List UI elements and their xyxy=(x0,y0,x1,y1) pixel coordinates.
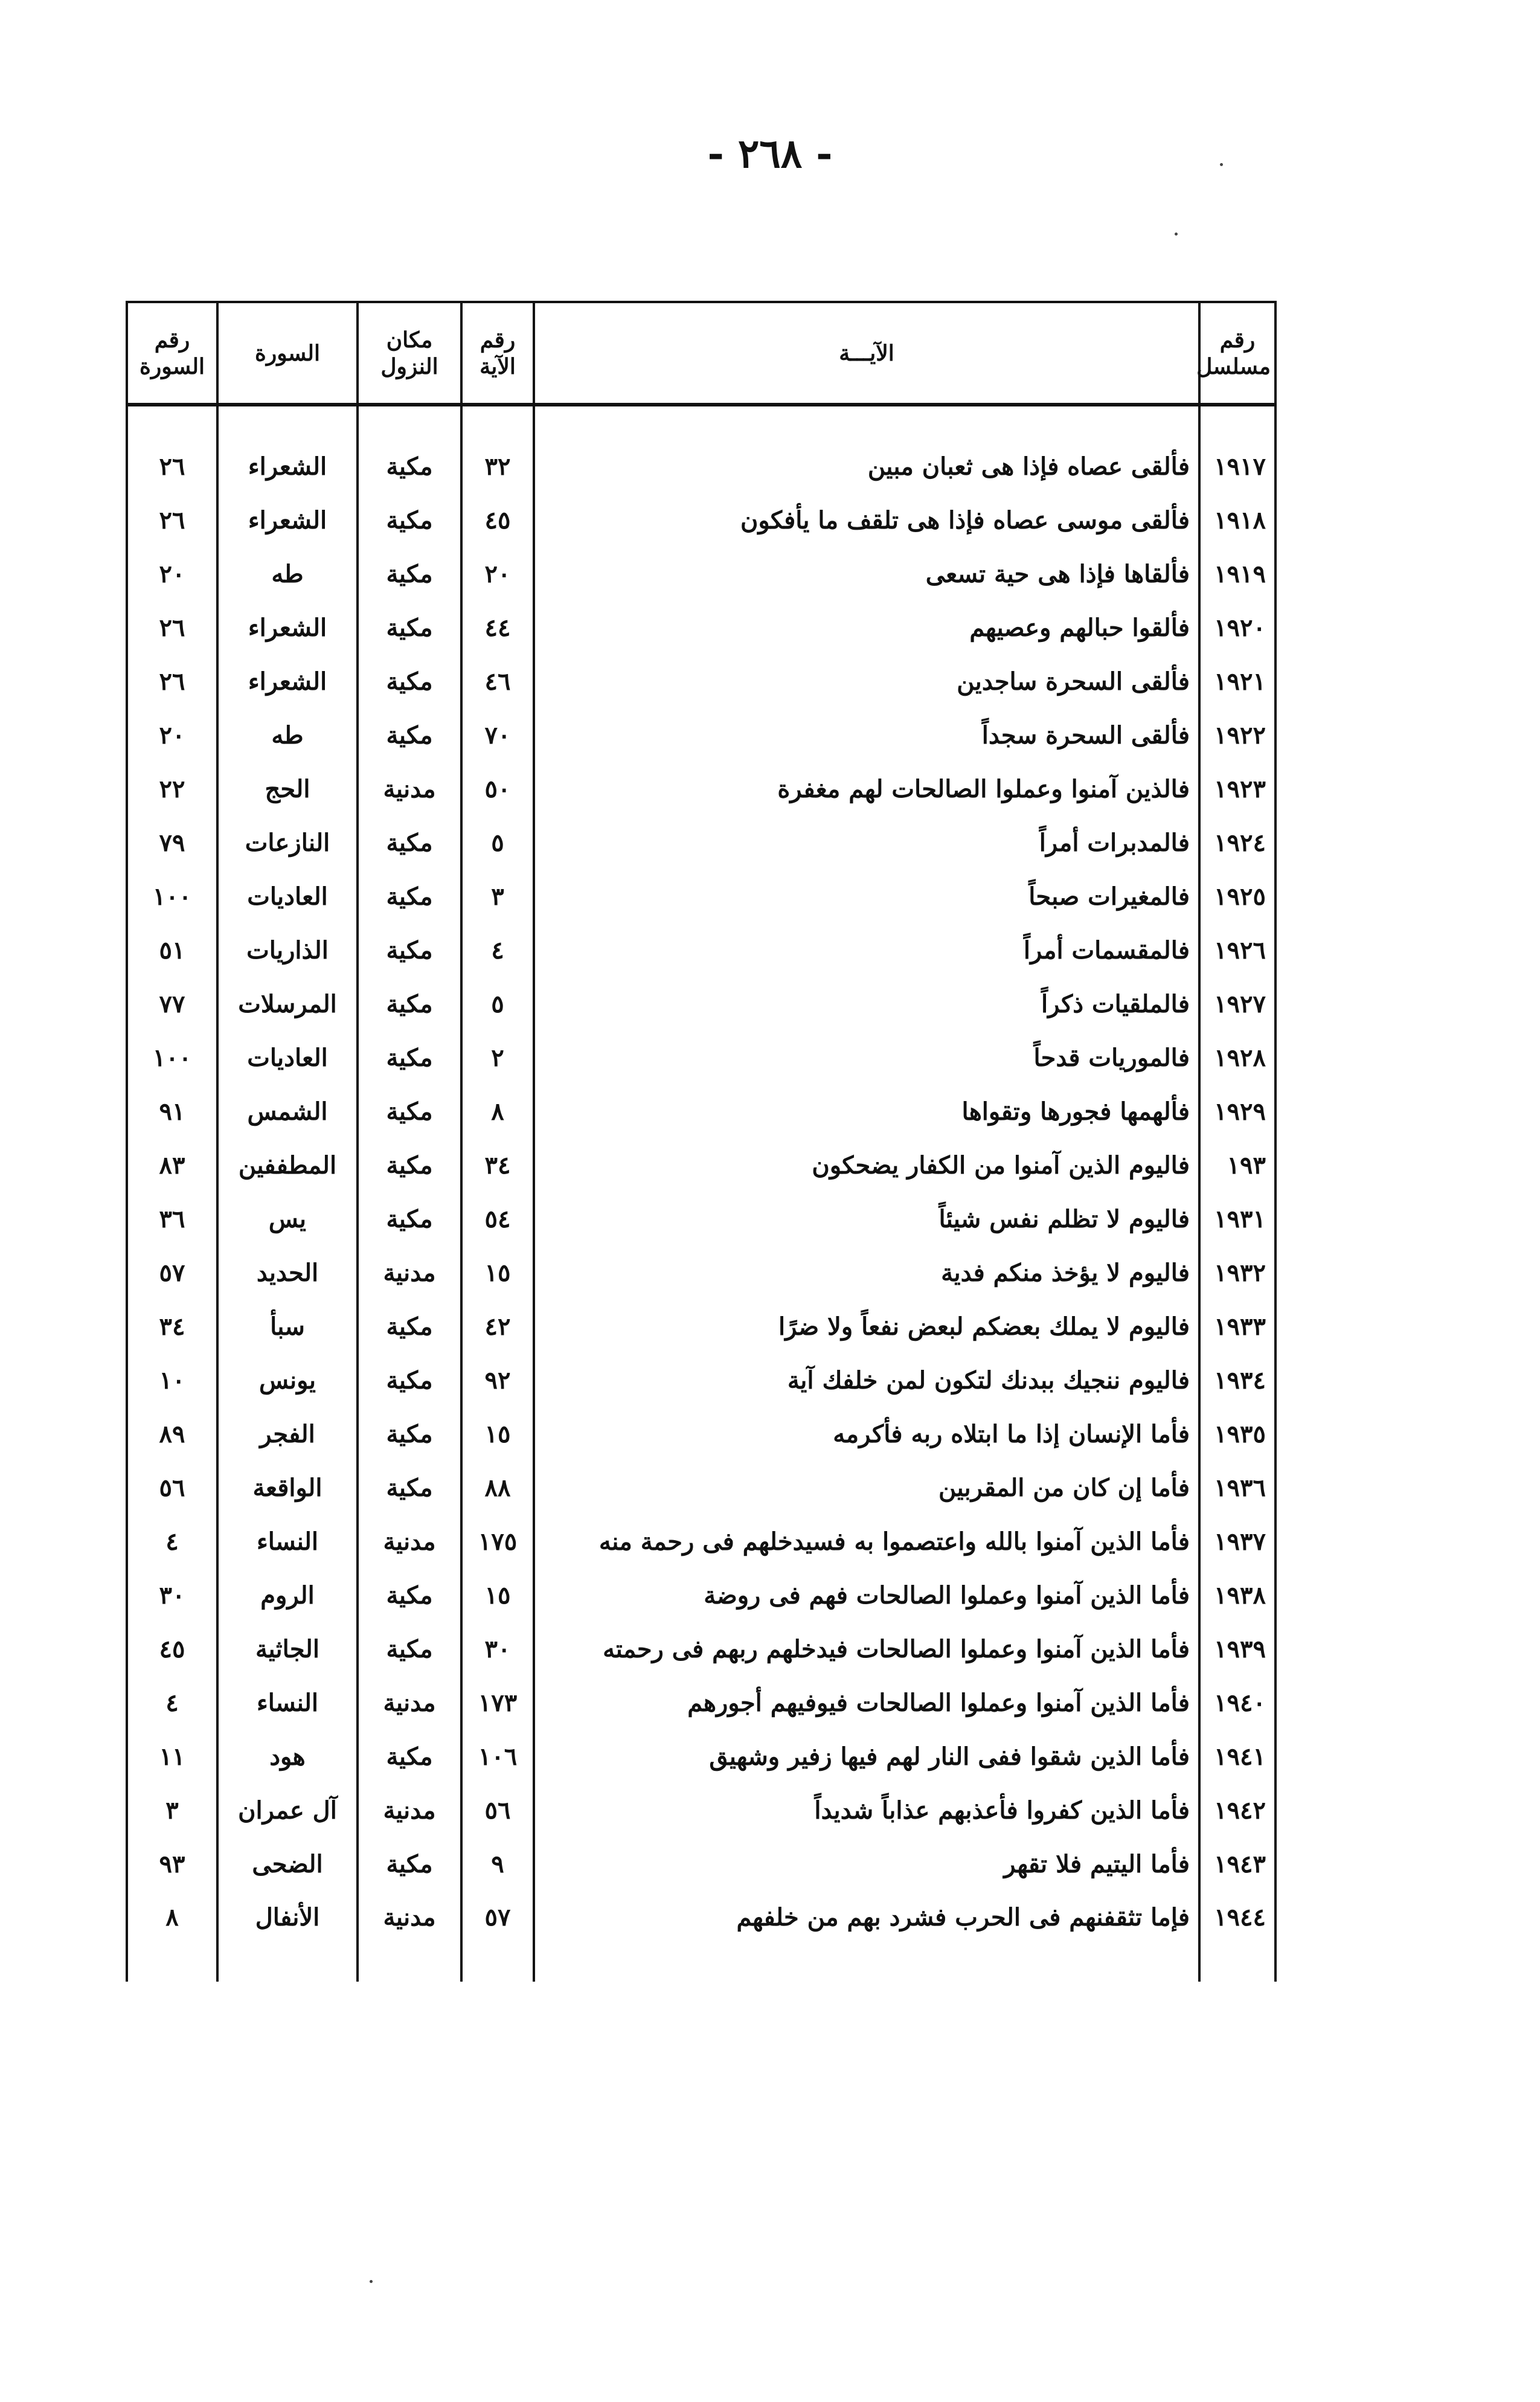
verse-cell: فالمدبرات أمراً xyxy=(534,816,1199,870)
ayah-number-cell: ١٥ xyxy=(461,1569,534,1622)
place-cell: مدنية xyxy=(358,762,461,816)
place-cell: مكية xyxy=(358,977,461,1031)
verse-cell: فاليوم الذين آمنوا من الكفار يضحكون xyxy=(534,1138,1199,1192)
ayah-number-cell: ٥ xyxy=(461,816,534,870)
header-verse: الآيـــة xyxy=(534,302,1199,405)
surah-number-cell: ٨٣ xyxy=(127,1138,217,1192)
ayah-number-cell: ٤٢ xyxy=(461,1300,534,1354)
table-row xyxy=(127,1676,1275,1730)
table-row xyxy=(127,1354,1275,1407)
verse-cell: فأما الذين آمنوا بالله واعتصموا به فسيدخلهم فى رحمة منه xyxy=(534,1515,1199,1569)
verse-cell: فالمقسمات أمراً xyxy=(534,923,1199,977)
table-row xyxy=(127,655,1275,708)
surah-number-cell: ٩١ xyxy=(127,1085,217,1138)
surah-cell: العاديات xyxy=(217,870,358,923)
serial-cell: ١٩١٨ xyxy=(1199,493,1275,547)
verse-cell: فاليوم لا تظلم نفس شيئاً xyxy=(534,1192,1199,1246)
scan-speck xyxy=(370,2280,373,2283)
surah-number-cell: ٨٩ xyxy=(127,1407,217,1461)
serial-cell: ١٩٢٥ xyxy=(1199,870,1275,923)
serial-cell: ١٩٤٢ xyxy=(1199,1784,1275,1837)
table-row xyxy=(127,1246,1275,1300)
surah-cell: الشمس xyxy=(217,1085,358,1138)
serial-cell: ١٩١٩ xyxy=(1199,547,1275,601)
surah-cell: الروم xyxy=(217,1569,358,1622)
surah-cell: الفجر xyxy=(217,1407,358,1461)
ayah-number-cell: ٩٢ xyxy=(461,1354,534,1407)
verse-cell: فالموريات قدحاً xyxy=(534,1031,1199,1085)
scan-speck xyxy=(1175,233,1178,236)
table-row xyxy=(127,493,1275,547)
surah-cell: الشعراء xyxy=(217,655,358,708)
ayah-number-cell: ٣ xyxy=(461,870,534,923)
table-row xyxy=(127,1622,1275,1676)
serial-cell: ١٩٣ xyxy=(1199,1138,1275,1192)
surah-number-cell: ٥٧ xyxy=(127,1246,217,1300)
table-row xyxy=(127,977,1275,1031)
surah-number-cell: ٢٦ xyxy=(127,601,217,655)
ayah-number-cell: ٨ xyxy=(461,1085,534,1138)
verse-cell: فأما اليتيم فلا تقهر xyxy=(534,1837,1199,1891)
place-cell: مكية xyxy=(358,1354,461,1407)
header-serial: رقم مسلسل xyxy=(1199,302,1275,405)
table-body xyxy=(127,440,1275,1982)
place-cell: مكية xyxy=(358,1407,461,1461)
verse-cell: فألهمها فجورها وتقواها xyxy=(534,1085,1199,1138)
table-row xyxy=(127,1784,1275,1837)
header-surah-number: رقم السورة xyxy=(127,302,217,405)
table-row xyxy=(127,1300,1275,1354)
ayah-number-cell: ٨٨ xyxy=(461,1461,534,1515)
serial-cell: ١٩٢٤ xyxy=(1199,816,1275,870)
surah-number-cell: ٣٠ xyxy=(127,1569,217,1622)
verse-table xyxy=(126,301,1277,1982)
serial-cell: ١٩٣٥ xyxy=(1199,1407,1275,1461)
surah-cell: الأنفال xyxy=(217,1891,358,1982)
surah-cell: يس xyxy=(217,1192,358,1246)
surah-cell: الذاريات xyxy=(217,923,358,977)
table-row xyxy=(127,1407,1275,1461)
serial-cell: ١٩٣١ xyxy=(1199,1192,1275,1246)
table-row xyxy=(127,601,1275,655)
place-cell: مكية xyxy=(358,1031,461,1085)
surah-number-cell: ٧٩ xyxy=(127,816,217,870)
ayah-number-cell: ٥٤ xyxy=(461,1192,534,1246)
header-row xyxy=(127,302,1275,405)
table-row xyxy=(127,816,1275,870)
surah-cell: الشعراء xyxy=(217,493,358,547)
surah-cell: الحديد xyxy=(217,1246,358,1300)
ayah-number-cell: ٤ xyxy=(461,923,534,977)
scan-speck xyxy=(1220,163,1223,166)
verse-cell: فألقى السحرة ساجدين xyxy=(534,655,1199,708)
serial-cell: ١٩١٧ xyxy=(1199,440,1275,493)
table-row xyxy=(127,1891,1275,1982)
ayah-number-cell: ٣٤ xyxy=(461,1138,534,1192)
serial-cell: ١٩٤٠ xyxy=(1199,1676,1275,1730)
place-cell: مكية xyxy=(358,1622,461,1676)
surah-number-cell: ٥١ xyxy=(127,923,217,977)
verse-cell: فأما الذين آمنوا وعملوا الصالحات فهم فى روضة xyxy=(534,1569,1199,1622)
table-row xyxy=(127,923,1275,977)
surah-cell: طه xyxy=(217,708,358,762)
place-cell: مكية xyxy=(358,655,461,708)
verse-cell: فإما تثقفنهم فى الحرب فشرد بهم من خلفهم xyxy=(534,1891,1199,1982)
surah-cell: العاديات xyxy=(217,1031,358,1085)
surah-number-cell: ١٠٠ xyxy=(127,870,217,923)
serial-cell: ١٩٤٣ xyxy=(1199,1837,1275,1891)
place-cell: مكية xyxy=(358,816,461,870)
ayah-number-cell: ١٧٣ xyxy=(461,1676,534,1730)
surah-number-cell: ٧٧ xyxy=(127,977,217,1031)
surah-number-cell: ٢٦ xyxy=(127,655,217,708)
surah-cell: النازعات xyxy=(217,816,358,870)
serial-cell: ١٩٣٢ xyxy=(1199,1246,1275,1300)
place-cell: مدنية xyxy=(358,1676,461,1730)
serial-cell: ١٩٣٨ xyxy=(1199,1569,1275,1622)
verse-cell: فأما الإنسان إذا ما ابتلاه ربه فأكرمه xyxy=(534,1407,1199,1461)
surah-cell: يونس xyxy=(217,1354,358,1407)
surah-number-cell: ١١ xyxy=(127,1730,217,1784)
table-row xyxy=(127,1192,1275,1246)
surah-number-cell: ١٠٠ xyxy=(127,1031,217,1085)
surah-number-cell: ٤ xyxy=(127,1515,217,1569)
place-cell: مكية xyxy=(358,870,461,923)
serial-cell: ١٩٣٩ xyxy=(1199,1622,1275,1676)
verse-cell: فألقى عصاه فإذا هى ثعبان مبين xyxy=(534,440,1199,493)
header-ayah-number: رقم الآية xyxy=(461,302,534,405)
surah-number-cell: ٢٢ xyxy=(127,762,217,816)
table-row xyxy=(127,708,1275,762)
table-row xyxy=(127,1138,1275,1192)
place-cell: مكية xyxy=(358,1569,461,1622)
place-cell: مكية xyxy=(358,1138,461,1192)
serial-cell: ١٩٢٧ xyxy=(1199,977,1275,1031)
ayah-number-cell: ١٥ xyxy=(461,1407,534,1461)
surah-cell: سبأ xyxy=(217,1300,358,1354)
verse-cell: فألقوا حبالهم وعصيهم xyxy=(534,601,1199,655)
ayah-number-cell: ٧٠ xyxy=(461,708,534,762)
surah-number-cell: ١٠ xyxy=(127,1354,217,1407)
surah-number-cell: ٢٠ xyxy=(127,547,217,601)
table-row xyxy=(127,547,1275,601)
place-cell: مدنية xyxy=(358,1515,461,1569)
ayah-number-cell: ٤٦ xyxy=(461,655,534,708)
surah-cell: الحج xyxy=(217,762,358,816)
ayah-number-cell: ٣٠ xyxy=(461,1622,534,1676)
table-row xyxy=(127,1031,1275,1085)
place-cell: مكية xyxy=(358,1300,461,1354)
serial-cell: ١٩٣٣ xyxy=(1199,1300,1275,1354)
verse-cell: فأما الذين آمنوا وعملوا الصالحات فيوفيهم أجورهم xyxy=(534,1676,1199,1730)
place-cell: مدنية xyxy=(358,1784,461,1837)
serial-cell: ١٩٣٦ xyxy=(1199,1461,1275,1515)
ayah-number-cell: ٣٢ xyxy=(461,440,534,493)
serial-cell: ١٩٢٦ xyxy=(1199,923,1275,977)
table-row xyxy=(127,1569,1275,1622)
verse-cell: فالذين آمنوا وعملوا الصالحات لهم مغفرة xyxy=(534,762,1199,816)
ayah-number-cell: ٤٤ xyxy=(461,601,534,655)
ayah-number-cell: ١٠٦ xyxy=(461,1730,534,1784)
surah-number-cell: ٤٥ xyxy=(127,1622,217,1676)
ayah-number-cell: ٩ xyxy=(461,1837,534,1891)
table-row xyxy=(127,440,1275,493)
surah-number-cell: ٤ xyxy=(127,1676,217,1730)
serial-cell: ١٩٢٨ xyxy=(1199,1031,1275,1085)
surah-cell: الواقعة xyxy=(217,1461,358,1515)
place-cell: مكية xyxy=(358,493,461,547)
surah-cell: آل عمران xyxy=(217,1784,358,1837)
verse-index-table xyxy=(128,301,1277,1950)
surah-cell: الضحى xyxy=(217,1837,358,1891)
serial-cell: ١٩٢٣ xyxy=(1199,762,1275,816)
surah-cell: الشعراء xyxy=(217,440,358,493)
table-row xyxy=(127,762,1275,816)
surah-number-cell: ٨ xyxy=(127,1891,217,1982)
verse-cell: فأما إن كان من المقربين xyxy=(534,1461,1199,1515)
place-cell: مكية xyxy=(358,547,461,601)
surah-cell: النساء xyxy=(217,1676,358,1730)
ayah-number-cell: ٤٥ xyxy=(461,493,534,547)
table-row xyxy=(127,1085,1275,1138)
serial-cell: ١٩٤١ xyxy=(1199,1730,1275,1784)
table-row xyxy=(127,1730,1275,1784)
surah-number-cell: ٣ xyxy=(127,1784,217,1837)
header-place: مكان النزول xyxy=(358,302,461,405)
header-spacer xyxy=(127,405,1275,440)
verse-cell: فأما الذين شقوا ففى النار لهم فيها زفير وشهيق xyxy=(534,1730,1199,1784)
place-cell: مكية xyxy=(358,1461,461,1515)
verse-cell: فألقاها فإذا هى حية تسعى xyxy=(534,547,1199,601)
place-cell: مكية xyxy=(358,1192,461,1246)
surah-cell: النساء xyxy=(217,1515,358,1569)
serial-cell: ١٩٣٧ xyxy=(1199,1515,1275,1569)
surah-number-cell: ٢٦ xyxy=(127,440,217,493)
ayah-number-cell: ٢ xyxy=(461,1031,534,1085)
page-number: - ٢٦٨ - xyxy=(707,130,833,177)
place-cell: مكية xyxy=(358,1085,461,1138)
surah-number-cell: ٣٦ xyxy=(127,1192,217,1246)
verse-cell: فالمغيرات صبحاً xyxy=(534,870,1199,923)
place-cell: مكية xyxy=(358,1730,461,1784)
place-cell: مدنية xyxy=(358,1891,461,1982)
place-cell: مكية xyxy=(358,923,461,977)
serial-cell: ١٩٢١ xyxy=(1199,655,1275,708)
table-row xyxy=(127,1461,1275,1515)
surah-cell: الجاثية xyxy=(217,1622,358,1676)
place-cell: مكية xyxy=(358,440,461,493)
surah-number-cell: ٢٠ xyxy=(127,708,217,762)
surah-cell: المرسلات xyxy=(217,977,358,1031)
verse-cell: فاليوم لا يؤخذ منكم فدية xyxy=(534,1246,1199,1300)
serial-cell: ١٩٢٩ xyxy=(1199,1085,1275,1138)
serial-cell: ١٩٣٤ xyxy=(1199,1354,1275,1407)
verse-cell: فاليوم لا يملك بعضكم لبعض نفعاً ولا ضرًا xyxy=(534,1300,1199,1354)
header-surah: السورة xyxy=(217,302,358,405)
surah-number-cell: ٥٦ xyxy=(127,1461,217,1515)
verse-cell: فألقى السحرة سجداً xyxy=(534,708,1199,762)
ayah-number-cell: ١٥ xyxy=(461,1246,534,1300)
verse-cell: فأما الذين آمنوا وعملوا الصالحات فيدخلهم ربهم فى رحمته xyxy=(534,1622,1199,1676)
surah-number-cell: ٢٦ xyxy=(127,493,217,547)
ayah-number-cell: ٥٧ xyxy=(461,1891,534,1982)
surah-cell: هود xyxy=(217,1730,358,1784)
surah-number-cell: ٣٤ xyxy=(127,1300,217,1354)
surah-cell: الشعراء xyxy=(217,601,358,655)
table-row xyxy=(127,870,1275,923)
table-row xyxy=(127,1515,1275,1569)
surah-cell: المطففين xyxy=(217,1138,358,1192)
table-row xyxy=(127,1837,1275,1891)
surah-number-cell: ٩٣ xyxy=(127,1837,217,1891)
place-cell: مكية xyxy=(358,601,461,655)
serial-cell: ١٩٤٤ xyxy=(1199,1891,1275,1982)
verse-cell: فأما الذين كفروا فأعذبهم عذاباً شديداً xyxy=(534,1784,1199,1837)
ayah-number-cell: ٥ xyxy=(461,977,534,1031)
verse-cell: فالملقيات ذكراً xyxy=(534,977,1199,1031)
serial-cell: ١٩٢٢ xyxy=(1199,708,1275,762)
verse-cell: فاليوم ننجيك ببدنك لتكون لمن خلفك آية xyxy=(534,1354,1199,1407)
place-cell: مدنية xyxy=(358,1246,461,1300)
ayah-number-cell: ٥٦ xyxy=(461,1784,534,1837)
ayah-number-cell: ٥٠ xyxy=(461,762,534,816)
verse-cell: فألقى موسى عصاه فإذا هى تلقف ما يأفكون xyxy=(534,493,1199,547)
place-cell: مكية xyxy=(358,708,461,762)
surah-cell: طه xyxy=(217,547,358,601)
place-cell: مكية xyxy=(358,1837,461,1891)
ayah-number-cell: ١٧٥ xyxy=(461,1515,534,1569)
ayah-number-cell: ٢٠ xyxy=(461,547,534,601)
serial-cell: ١٩٢٠ xyxy=(1199,601,1275,655)
